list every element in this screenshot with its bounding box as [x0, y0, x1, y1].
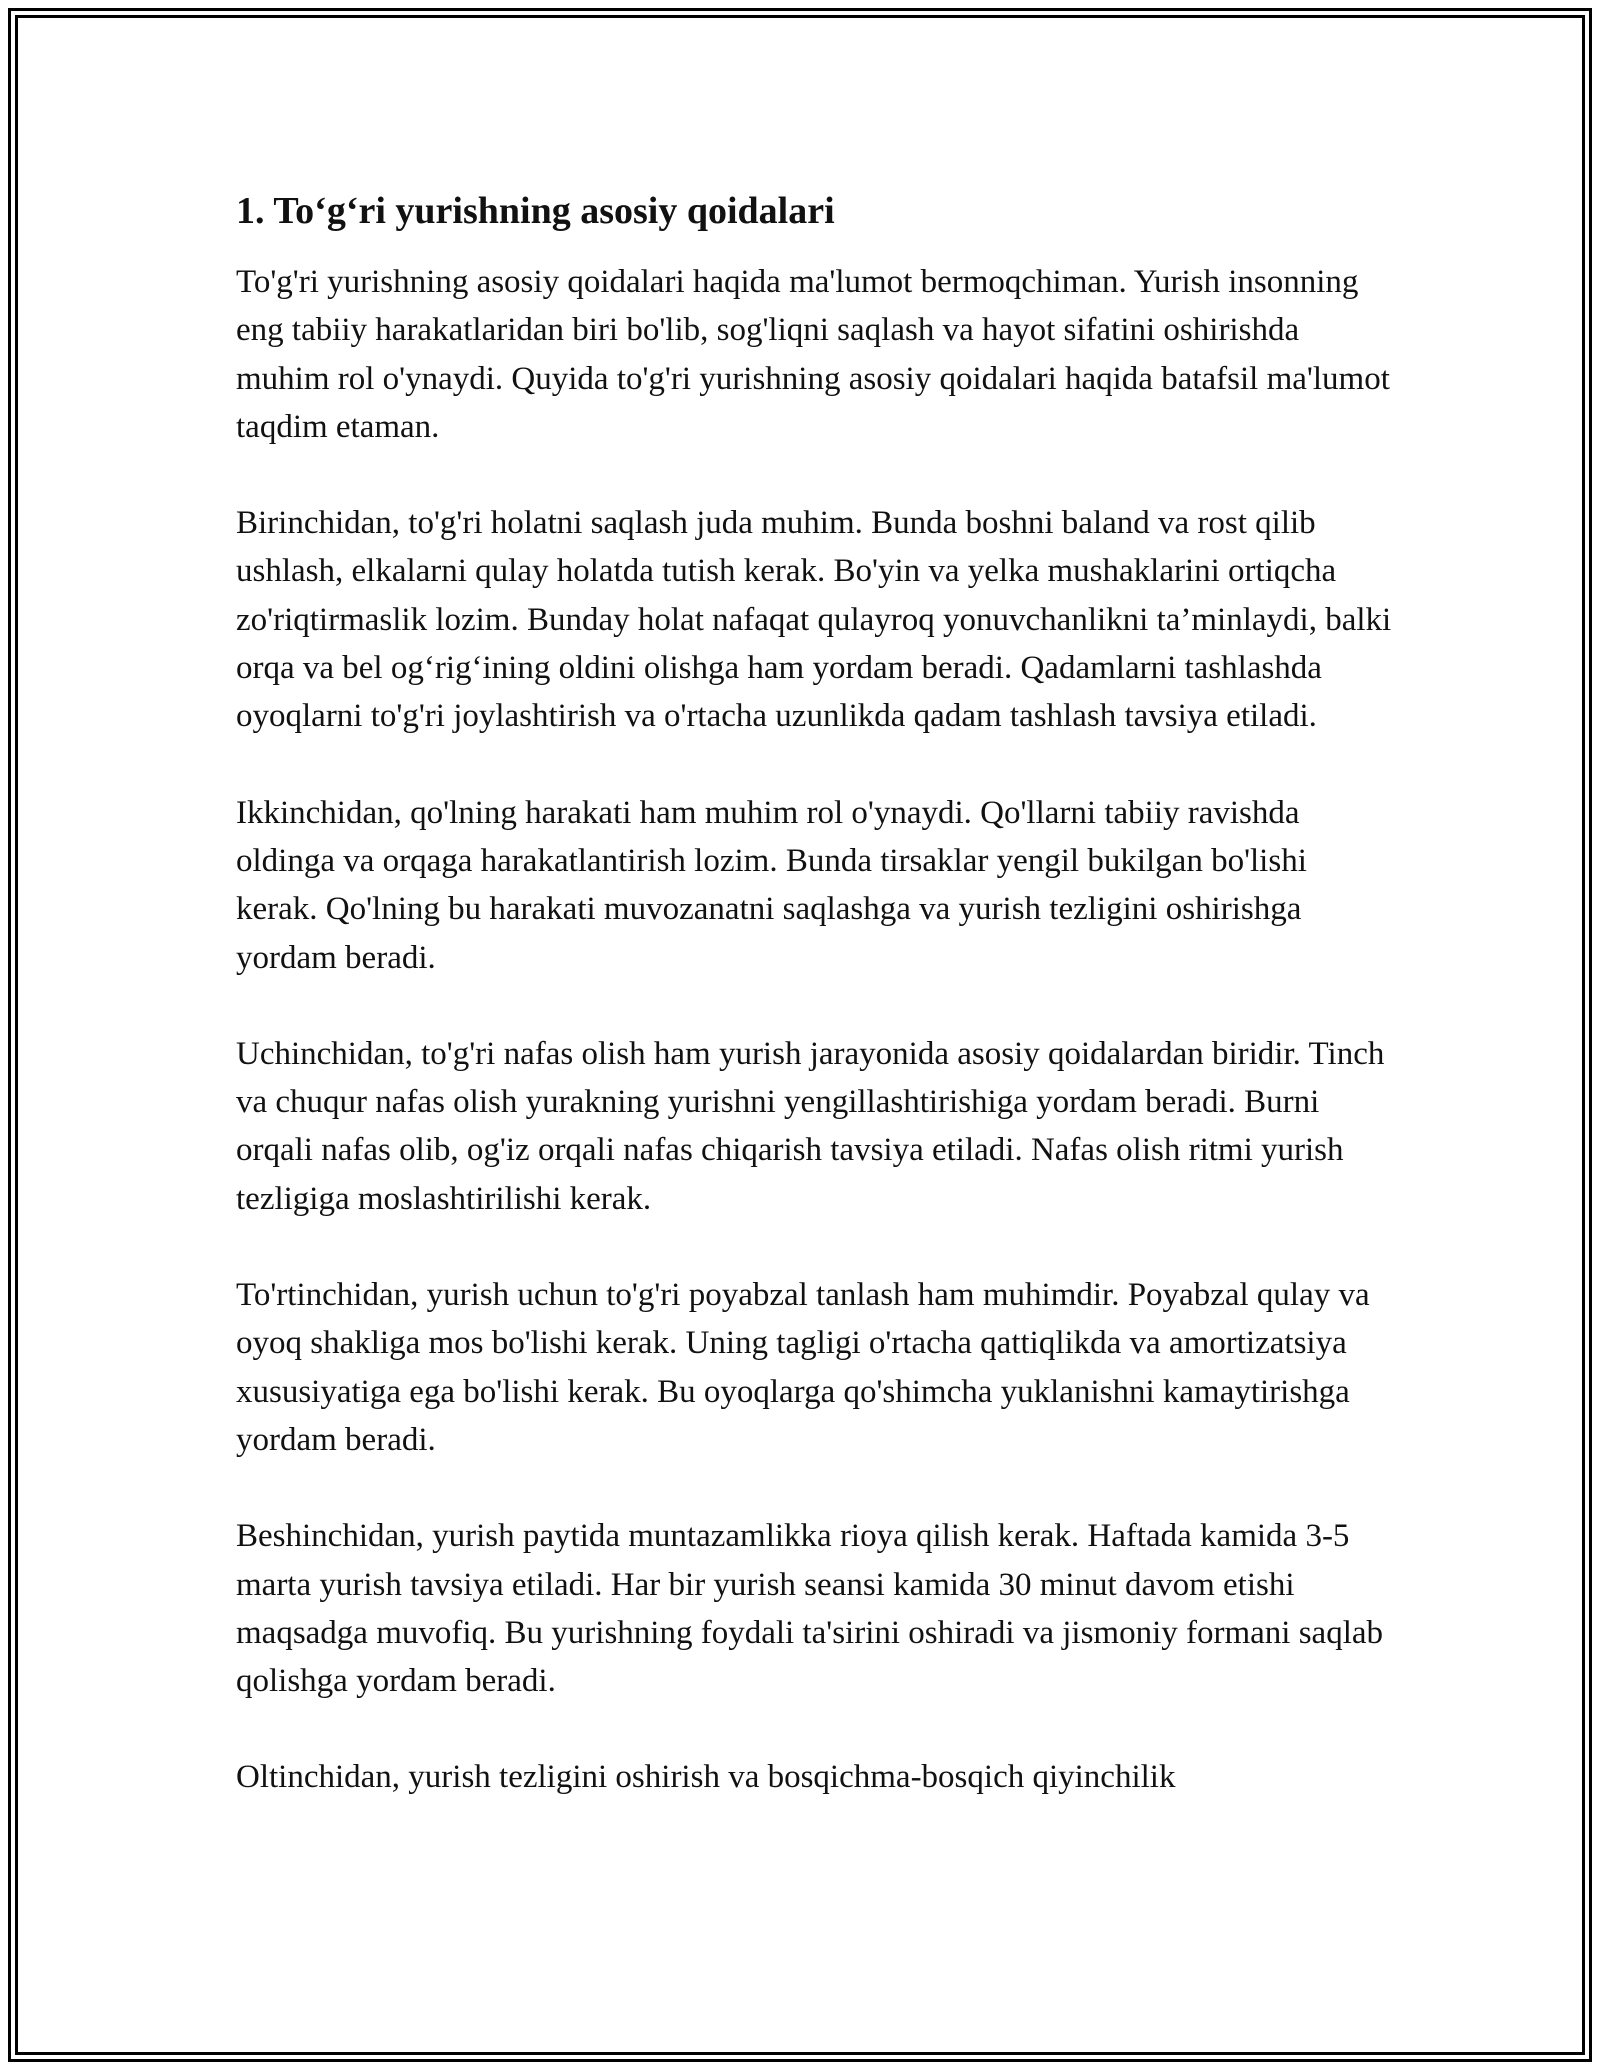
paragraph-second: Ikkinchidan, qo'lning harakati ham muhim rol o'ynaydi. Qo'llarni tabiiy ravishda oldinga va orqaga harakatlantirish lozim. Bunda tirsaklar yengil bukilgan bo'lishi kerak. Qo'lning bu harakati muvozanatni saqlashga va yurish tezligini oshirishga yordam beradi.: [236, 794, 1307, 976]
paragraph-sixth: Oltinchidan, yurish tezligini oshirish va bosqichma-bosqich qiyinchilik: [236, 1759, 1176, 1796]
paragraph-fourth: To'rtinchidan, yurish uchun to'g'ri poyabzal tanlash ham muhimdir. Poyabzal qulay va oyoq shakliga mos bo'lishi kerak. Uning tagligi o'rtacha qattiqlikda va amortizatsiya xususiyatiga ega bo'lishi kerak. Bu oyoqlarga qo'shimcha yuklanishni kamaytirishga yordam beradi.: [236, 1277, 1370, 1458]
paragraph-fifth: Beshinchidan, yurish paytida muntazamlikka rioya qilish kerak. Haftada kamida 3-5 marta yurish tavsiya etiladi. Har bir yurish seansi kamida 30 minut davom etishi maqsadga muvofiq. Bu yurishning foydali ta'sirini oshiradi va jismoniy formani saqlab qolishga yordam beradi.: [236, 1518, 1384, 1700]
document-body: [236, 186, 1396, 1802]
section-heading: 1. To‘g‘ri yurishning asosiy qoidalari: [236, 190, 835, 232]
paragraph-first: Birinchidan, to'g'ri holatni saqlash juda muhim. Bunda boshni baland va rost qilib ushlash, elkalarni qulay holatda tutish kerak. Bo'yin va yelka mushaklarini ortiqcha zo'riqtirmaslik lozim. Bunday holat nafaqat qulayroq yonuvchanlikni ta’minlaydi, balki orqa va bel og‘rig‘ining oldini olishga ham yordam beradi. Qadamlarni tashlashda oyoqlarni to'g'ri joylashtirish va o'rtacha uzunlikda qadam tashlash tavsiya etiladi.: [236, 505, 1392, 735]
paragraph-intro: To'g'ri yurishning asosiy qoidalari haqida ma'lumot bermoqchiman. Yurish insonning eng tabiiy harakatlaridan biri bo'lib, sog'liqni saqlash va hayot sifatini oshirishda muhim rol o'ynaydi. Quyida to'g'ri yurishning asosiy qoidalari haqida batafsil ma'lumot taqdim etaman.: [236, 264, 1390, 445]
paragraph-third: Uchinchidan, to'g'ri nafas olish ham yurish jarayonida asosiy qoidalardan biridir. Tinch va chuqur nafas olish yurakning yurishni yengillashtirishiga yordam beradi. Burni orqali nafas olib, og'iz orqali nafas chiqarish tavsiya etiladi. Nafas olish ritmi yurish tezligiga moslashtirilishi kerak.: [236, 1035, 1385, 1217]
